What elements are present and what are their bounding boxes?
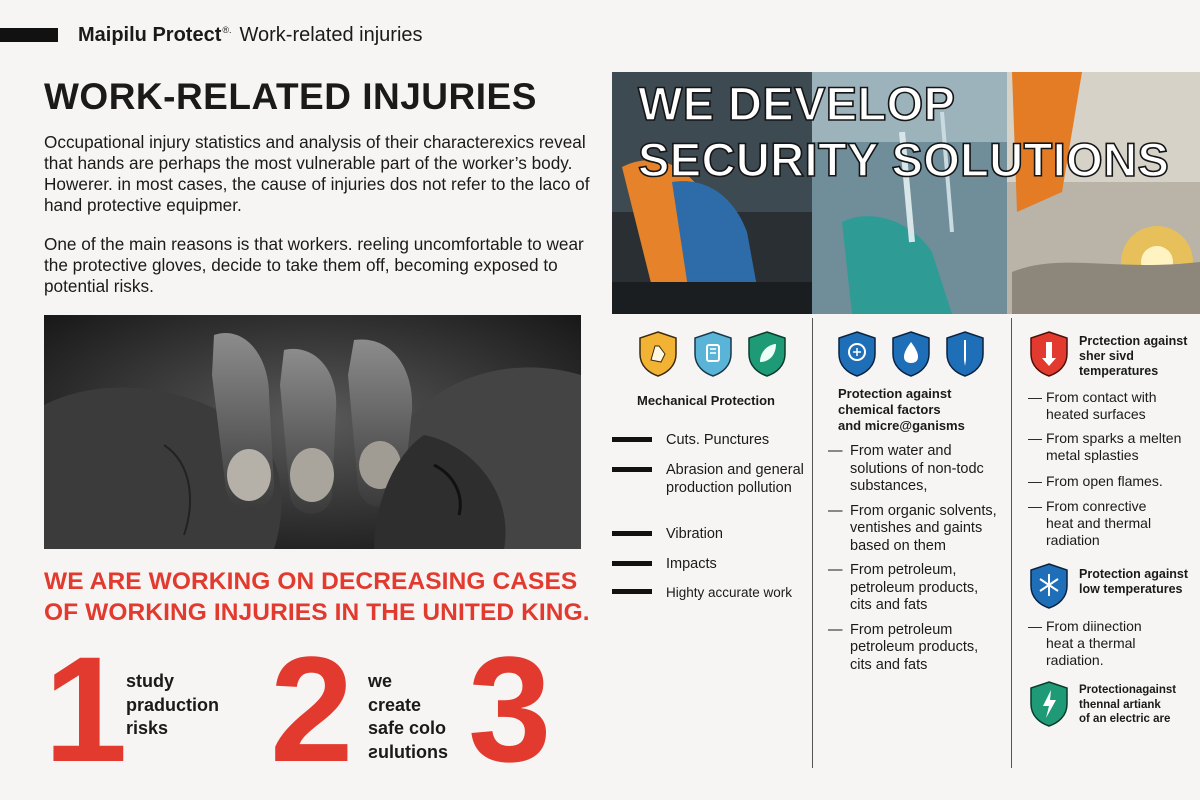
step-1-line: study bbox=[126, 671, 175, 691]
step-1-line: praduction bbox=[126, 694, 219, 715]
reason-paragraph: One of the main reasons is that workers. reeling uncomfortable to wear the protective gloves, decide to take them off, becoming exposed to potential risks. bbox=[44, 234, 584, 296]
list-item: Impacts bbox=[612, 556, 812, 574]
list-item: Vibration bbox=[612, 526, 812, 544]
step-2-line: create bbox=[368, 694, 422, 715]
high-temp-heading: Prctection against sher sivd temperatures bbox=[1079, 334, 1188, 378]
banner-title-line-1: WE DEVELOP bbox=[638, 77, 956, 130]
brand-name: Maipilu Protect bbox=[78, 24, 222, 46]
needle-shield-icon bbox=[944, 330, 986, 383]
header-accent-bar bbox=[0, 28, 58, 42]
list-item: — From petroleum petroleum products, cits and fats bbox=[828, 621, 979, 673]
hands-photo bbox=[44, 315, 581, 549]
low-temp-list bbox=[1028, 618, 1198, 669]
step-2-line: ƨulutions bbox=[368, 741, 448, 762]
list-item: — From open flames. bbox=[1028, 473, 1163, 489]
step-2-line: safe colo bbox=[368, 718, 447, 738]
mission-heading-line-1: WE ARE WORKING ON DECREASING CASES bbox=[44, 568, 578, 595]
header-subtitle: Work-related injuries bbox=[239, 24, 423, 46]
list-item: — From conrective heat and thermal radiation bbox=[1028, 498, 1152, 548]
low-temp-heading: Protection against low temperatures bbox=[1079, 567, 1189, 596]
step-number-2: 2 bbox=[270, 625, 354, 793]
mission-heading bbox=[44, 566, 604, 628]
registered-mark: ®. bbox=[222, 25, 232, 36]
glove-shield-icon bbox=[637, 330, 679, 383]
step-number-1: 1 bbox=[44, 625, 128, 793]
list-item: — From organic solvents, ventishes and gaints based on them bbox=[828, 502, 997, 554]
banner-title bbox=[638, 76, 1169, 188]
mechanical-heading: Mechanical Protection bbox=[637, 393, 775, 408]
list-item: — From contact with heated surfaces bbox=[1028, 389, 1157, 422]
hand-shield-icon bbox=[692, 330, 734, 383]
chemical-heading: Protection against chemical factors and micre@ganisms bbox=[838, 386, 965, 433]
electric-shield-icon bbox=[1028, 680, 1070, 733]
list-item: Cuts. Punctures bbox=[612, 432, 812, 450]
list-item: — From diinection heat a thermal radiation. bbox=[1028, 618, 1142, 668]
hero-banner bbox=[612, 72, 1200, 314]
step-1-line: risks bbox=[126, 718, 169, 738]
leaf-shield-icon bbox=[746, 330, 788, 383]
electric-heading: Protectionagainst thennal artiank of an electric are bbox=[1079, 684, 1177, 725]
step-2-text bbox=[368, 670, 448, 764]
step-1-text bbox=[126, 670, 219, 741]
column-divider bbox=[1011, 318, 1012, 768]
banner-title-line-2: SECURITY SOLUTIONS bbox=[638, 133, 1170, 186]
high-temp-list bbox=[1028, 389, 1198, 549]
column-divider bbox=[812, 318, 813, 768]
list-item: — From sparks a melten metal splasties bbox=[1028, 430, 1182, 463]
list-item: Abrasion and general production pollution bbox=[612, 462, 812, 497]
list-item: — From water and solutions of non-todc substances, bbox=[828, 443, 984, 494]
mission-heading-line-2: OF WORKING INJURIES IN THE UNITED KING. bbox=[44, 599, 590, 626]
chemical-list bbox=[828, 443, 1008, 674]
snowflake-shield-icon bbox=[1028, 562, 1070, 615]
brand-header bbox=[78, 24, 423, 47]
step-number-3: 3 bbox=[468, 625, 552, 793]
list-item: Highty accurate work bbox=[612, 584, 812, 602]
flask-shield-icon bbox=[836, 330, 878, 383]
flame-shield-icon bbox=[1028, 330, 1070, 383]
page-title: WORK-RELATED INJURIES bbox=[44, 76, 537, 117]
droplet-shield-icon bbox=[890, 330, 932, 383]
intro-paragraph: Occupational injury statistics and analysis of their characterexics reveal that hands are perhaps the most vulnerable part of the worker’s body. Howerer. in most cases, the cause of injuries dos not refer to the laco of hand protective equipmer. bbox=[44, 132, 590, 215]
list-item: — From petroleum, petroleum products, cits and fats bbox=[828, 562, 979, 613]
step-2-line: we bbox=[368, 671, 393, 691]
